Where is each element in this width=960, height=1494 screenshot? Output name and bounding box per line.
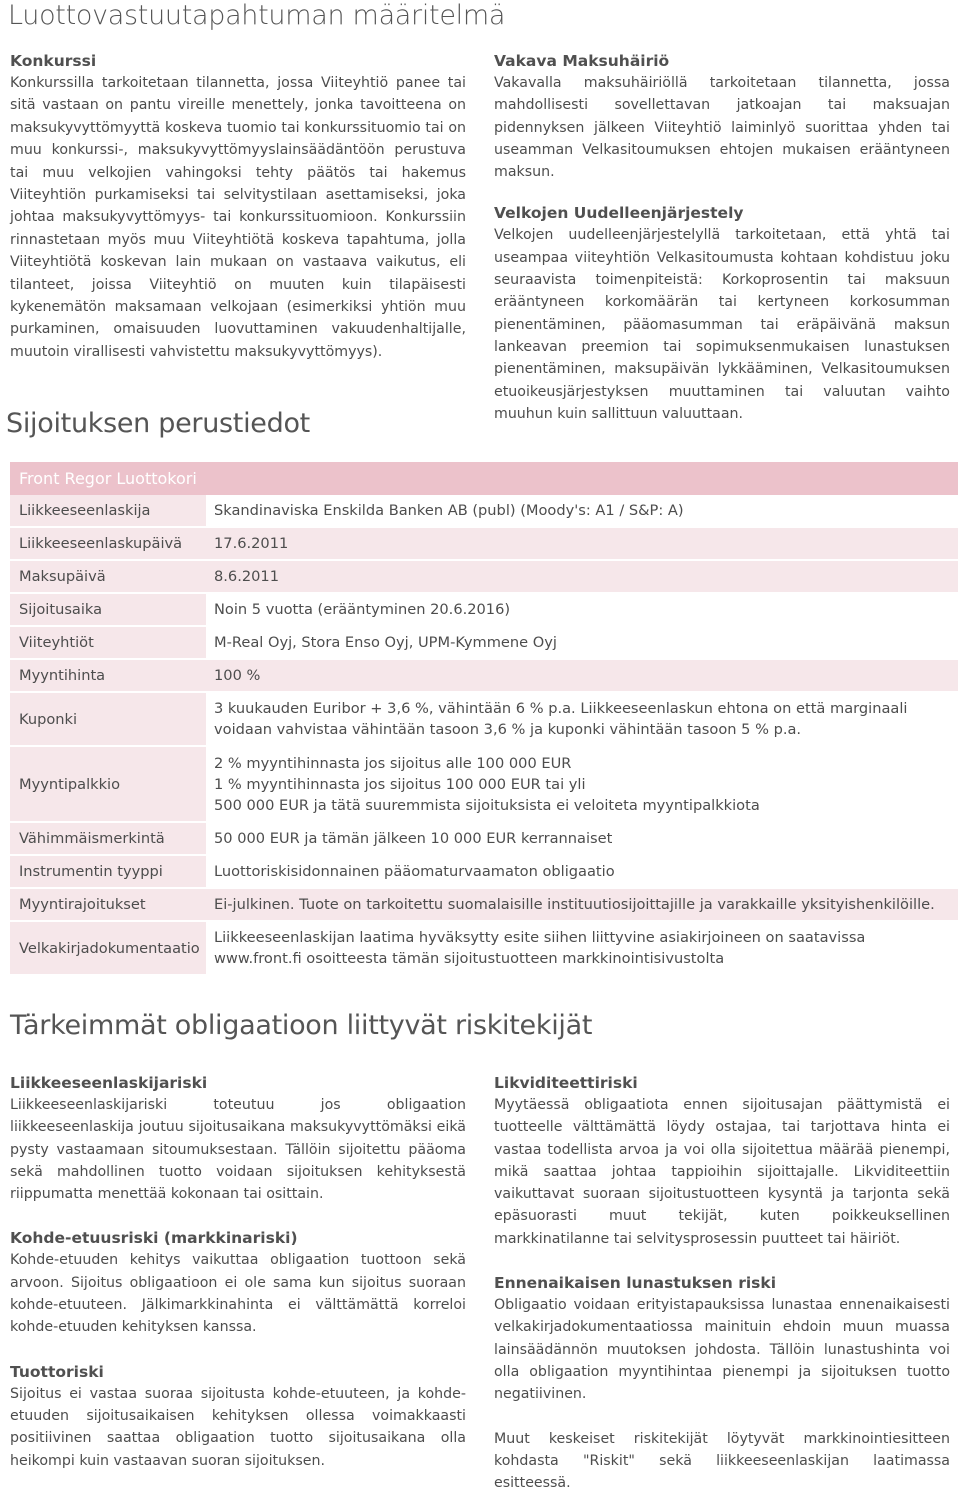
- row-value: 50 000 EUR ja tämän jälkeen 10 000 EUR kerrannaiset: [214, 830, 613, 847]
- row-value: 17.6.2011: [214, 535, 289, 552]
- market-risk-text: Kohde-etuuden kehitys vaikuttaa obligaation tuottoon sekä arvoon. Sijoitus obligaatioon ei ole sama kun sijoitus suoraan kohde-etuuteen. Jälkimarkkinahinta ei välttämättä korreloi kohde-etuuden kehityksen kanssa.: [10, 1252, 466, 1336]
- table-row: [10, 747, 958, 823]
- liquidity-risk-text: Myytäessä obligaatiota ennen sijoitusajan päättymistä ei tuotteelle välttämättä löydy ostajaa, tai tarjottava hinta ei vastaa todellista arvoa ja voi olla sijoitettua määrää pienempi, mikä saattaa johtaa tappioihin sijoittajalle. Likviditeettiin vaikuttavat suoraan sijoitustuotteen kysyntä ja tarjonta sekä epäsuorasti muut tekijät, kuten poikkeuksellinen markkinatilanne tai selvitysprosessin puutteet tai häiriöt.: [494, 1097, 950, 1247]
- issuer-risk-text: Liikkeeseenlaskijariski toteutuu jos obligaation liikkeeseenlaskija joutuu sijoitusaikana maksukyvyttömäksi eikä pysty vastaamaan sitoumuksestaan. Tällöin sijoitettu pääoma sekä mahdollinen tuotto voidaan sijoituksen kehityksestä riippumatta menettää kokonaan tai osittain.: [10, 1097, 466, 1203]
- row-key: Myyntirajoitukset: [19, 896, 146, 913]
- row-key: Viiteyhtiöt: [19, 634, 94, 651]
- table-row: [10, 693, 958, 747]
- row-key: Maksupäivä: [19, 568, 106, 585]
- row-value: Ei-julkinen. Tuote on tarkoitettu suomalaisille instituutiosijoittajille ja varakkaille yksityishenkilöille.: [214, 896, 935, 913]
- row-key: Myyntipalkkio: [19, 775, 121, 793]
- bankruptcy-text: Konkurssilla tarkoitetaan tilannetta, jossa Viiteyhtiö panee tai sitä vastaan on pantu vireille menettely, jonka tavoitteena on maksukyvyttömyyttä koskeva tuomio tai konkurssituomio tai on muu konkurssi-, maksukyvyttömyyslainsäädäntöön perustuva tai muu velkojien vahingoksi tehty päätös tai hakemus Viiteyhtiön purkamiseksi tai selvitystilaan asettamiseksi, joka johtaa maksukyvyttömyys- tai konkurssituomioon. Konkurssiin rinnastetaan myös muu Viiteyhtiötä koskeva tapahtuma, jolla Viiteyhtiötä koskevan lain mukaan on vastaava vaikutus, eli tilanteet, joissa Viiteyhtiö on muuten kuin tilapäisesti kykenemätön maksamaan velkojaan (esimerkiksi yhtiön muu purkaminen, omaisuuden luovuttaminen vakuudenhaltijalle, muutoin virallisesti vahvistettu maksukyvyttömyys).: [10, 75, 466, 360]
- row-value: Noin 5 vuotta (erääntyminen 20.6.2016): [214, 601, 511, 618]
- bankruptcy-heading: Konkurssi: [10, 52, 97, 70]
- table-row: [10, 627, 958, 660]
- liquidity-risk-heading: Likviditeettiriski: [494, 1074, 638, 1092]
- row-key: Myyntihinta: [19, 667, 106, 684]
- other-risks-text: Muut keskeiset riskitekijät löytyvät markkinointiesitteen kohdasta "Riskit" sekä liikkeeseenlaskijan laatimassa esitteessä.: [494, 1430, 950, 1492]
- row-value: 100 %: [214, 667, 261, 684]
- row-value: M-Real Oyj, Stora Enso Oyj, UPM-Kymmene Oyj: [214, 634, 557, 651]
- row-value: Liikkeeseenlaskijan laatima hyväksytty esite siihen liittyvine asiakirjoineen on saatavissa www.front.fi osoitteesta tämän sijoitustuotteen markkinointisivustolta: [214, 929, 866, 967]
- table-row: [10, 922, 958, 976]
- row-value: 2 % myyntihinnasta jos sijoitus alle 100 000 EUR 1 % myyntihinnasta jos sijoitus 100 000 EUR tai yli 500 000 EUR ja tätä suuremmista sijoituksista ei veloiteta myyntipalkkiota: [214, 754, 760, 814]
- basics-table: [10, 462, 958, 976]
- row-value: Skandinaviska Enskilda Banken AB (publ) (Moody's: A1 / S&P: A): [214, 502, 684, 519]
- row-key: Liikkeeseenlaskija: [19, 502, 151, 519]
- bankruptcy-section: [10, 50, 466, 363]
- table-row: [10, 823, 958, 856]
- row-value: 8.6.2011: [214, 568, 279, 585]
- table-row: [10, 660, 958, 693]
- risks-right: [494, 1072, 950, 1494]
- row-key: Instrumentin tyyppi: [19, 863, 163, 880]
- row-key: Sijoitusaika: [19, 601, 103, 618]
- return-risk-heading: Tuottoriski: [10, 1362, 104, 1381]
- restructuring-heading: Velkojen Uudelleenjärjestely: [494, 204, 744, 223]
- table-row: [10, 561, 958, 594]
- return-risk-text: Sijoitus ei vastaa suoraa sijoitusta kohde-etuuteen, ja kohde-etuuden sijoitusaikaisen kehityksen ollessa voimakkaasti positiivinen saattaa obligaation tuotto sijoitusaikana olla heikompi kuin vastaavan suoran sijoituksen.: [10, 1385, 466, 1469]
- risks-title: Tärkeimmät obligaatioon liittyvät riskitekijät: [10, 1010, 593, 1041]
- row-key: Liikkeeseenlaskupäivä: [19, 535, 183, 552]
- row-key: Kuponki: [19, 710, 78, 728]
- table-row: [10, 594, 958, 627]
- page-title: Luottovastuutapahtuman määritelmä: [8, 0, 506, 31]
- row-value: Luottoriskisidonnainen pääomaturvaamaton obligaatio: [214, 863, 615, 880]
- issuer-risk-heading: Liikkeeseenlaskijariski: [10, 1074, 208, 1092]
- row-key: Velkakirjadokumentaatio: [19, 939, 200, 957]
- early-redemption-heading: Ennenaikaisen lunastuksen riski: [494, 1274, 777, 1293]
- early-redemption-text: Obligaatio voidaan erityistapauksissa lunastaa ennenaikaisesti velkakirjadokumentaatiossa mainituin ehdoin muun muassa lainsäädännön muutoksen johdosta. Tällöin lunastushinta voi olla obligaation myyntihintaa pienempi ja sijoituksen tuotto negatiivinen.: [494, 1297, 950, 1403]
- table-row: [10, 495, 958, 528]
- row-value: 3 kuukauden Euribor + 3,6 %, vähintään 6 % p.a. Liikkeeseenlaskun ehtona on että marginaali voidaan vahvistaa vähintään tasoon 3,6 % ja kuponki vähintään tasoon 5 % p.a.: [214, 700, 908, 738]
- payment-default-heading: Vakava Maksuhäiriö: [494, 52, 670, 70]
- table-row: [10, 856, 958, 889]
- payment-default-text: Vakavalla maksuhäiriöllä tarkoitetaan tilannetta, jossa mahdollisesti sovellettavan jatkoajan tai maksuajan pidennyksen jälkeen Viiteyhtiö laiminlyö suorittaa yhden tai useamman Velkasitoumuksen ehtojen mukaisen erääntyneen maksun.: [494, 75, 950, 181]
- table-title: Front Regor Luottokori: [10, 462, 958, 495]
- table-row: [10, 528, 958, 561]
- risks-left: [10, 1072, 466, 1472]
- basics-title: Sijoituksen perustiedot: [6, 408, 310, 439]
- market-risk-heading: Kohde-etuusriski (markkinariski): [10, 1229, 298, 1248]
- restructuring-text: Velkojen uudelleenjärjestelyllä tarkoitetaan, että yhtä tai useampaa viiteyhtiön Velkasitoumusta kohtaan kohdistuu joku seuraavista toimenpiteistä: Korkoprosentin tai maksuun erääntyneen korkomäärän tai kertyneen korkosumman pienentäminen, pääomasumman tai eräpäivänä maksun lankeavan preemion tai sopimuksenmukaisen lunastuksen pienentäminen, maksupäivän lykkääminen, Velkasitoumuksen etuoikeusjärjestyksen muuttaminen tai valuutan vaihto muuhun kuin sallittuun valuuttaan.: [494, 227, 950, 422]
- row-key: Vähimmäismerkintä: [19, 830, 165, 847]
- credit-events-right: [494, 50, 950, 425]
- table-row: [10, 889, 958, 922]
